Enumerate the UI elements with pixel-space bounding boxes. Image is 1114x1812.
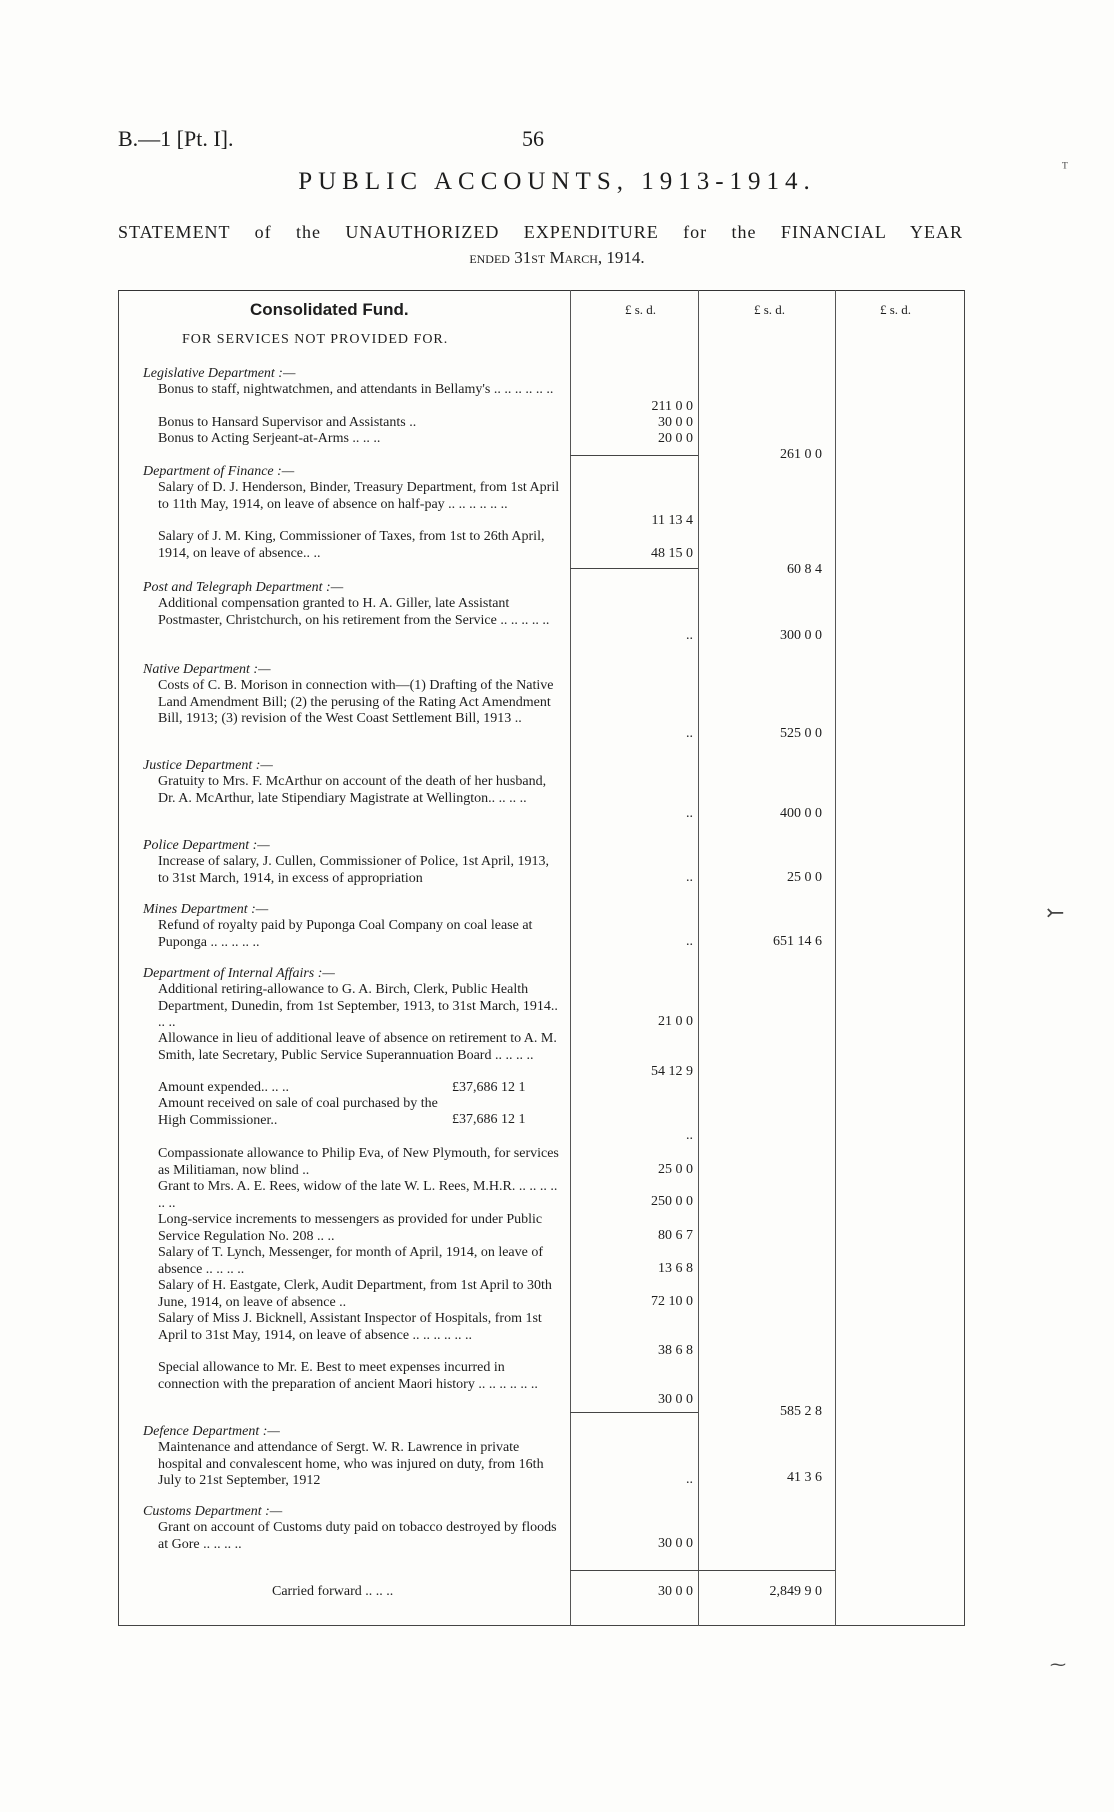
line-item: Amount expended.. .. .. <box>158 1080 290 1095</box>
empty-amount: .. <box>686 628 693 643</box>
margin-mark: ⤚ <box>1046 900 1065 925</box>
line-item: Salary of T. Lynch, Messenger, for month of April, 1914, on leave of absence .. .. .. .. <box>158 1245 544 1277</box>
line-item: Bonus to staff, nightwatchmen, and attendants in Bellamy's .. .. .. .. .. .. <box>158 382 554 397</box>
amount: 11 13 4 <box>651 513 693 528</box>
subtotal-rule <box>570 455 698 456</box>
empty-amount: .. <box>686 934 693 949</box>
dept-heading-native: Native Department :— <box>143 662 271 677</box>
line-item: Bonus to Acting Serjeant-at-Arms .. .. .. <box>158 431 381 446</box>
dept-heading-justice: Justice Department :— <box>143 758 273 773</box>
page-title: PUBLIC ACCOUNTS, 1913-1914. <box>298 168 816 195</box>
report-reference: B.—1 [Pt. I]. <box>118 126 234 151</box>
amount: 20 0 0 <box>658 431 693 446</box>
line-item: Long-service increments to messengers as provided for under Public Service Regulation No. 208 .. .. <box>158 1212 543 1244</box>
amount: 72 10 0 <box>651 1294 693 1309</box>
dept-heading-finance: Department of Finance :— <box>143 464 295 479</box>
line-item: Amount received on sale of coal purchased by the High Commissioner.. <box>158 1096 438 1128</box>
dept-total: 651 14 6 <box>773 934 822 949</box>
carried-forward-label: Carried forward .. .. .. <box>272 1584 394 1599</box>
empty-amount: .. <box>686 806 693 821</box>
line-item: Compassionate allowance to Philip Eva, of New Plymouth, for services as Militiaman, now blind .. <box>158 1146 559 1178</box>
amount: 80 6 7 <box>658 1228 693 1243</box>
line-item: Allowance in lieu of additional leave of absence on retirement to A. M. Smith, late Secretary, Public Service Superannuation Board .. .. .. .. <box>158 1031 557 1063</box>
total-rule <box>570 1570 835 1571</box>
amount: 54 12 9 <box>651 1064 693 1079</box>
amount: 13 6 8 <box>658 1261 693 1276</box>
amount: 38 6 8 <box>658 1343 693 1358</box>
line-item: Salary of J. M. King, Commissioner of Taxes, from 1st to 26th April, 1914, on leave of absence.. .. <box>158 529 545 561</box>
column-header-1: £ s. d. <box>625 302 657 317</box>
margin-mark: ⁓ <box>1050 1657 1066 1674</box>
amount: 30 0 0 <box>658 1392 693 1407</box>
carried-forward-col1: 30 0 0 <box>658 1584 693 1599</box>
margin-mark: ᵀ <box>1062 160 1068 177</box>
dept-heading-internal-affairs: Department of Internal Affairs :— <box>143 966 335 981</box>
empty-amount: .. <box>686 1472 693 1487</box>
line-item: Grant to Mrs. A. E. Rees, widow of the late W. L. Rees, M.H.R. .. .. .. .. .. .. <box>158 1179 558 1211</box>
dept-total: 41 3 6 <box>787 1470 822 1485</box>
line-item: Special allowance to Mr. E. Best to meet expenses incurred in connection with the preparation of ancient Maori history .. .. .. .. .. .. <box>158 1360 538 1392</box>
dept-total: 25 0 0 <box>787 870 822 885</box>
amount-expended: £37,686 12 1 <box>452 1080 526 1095</box>
amount: 250 0 0 <box>651 1194 693 1209</box>
line-item: Grant on account of Customs duty paid on tobacco destroyed by floods at Gore .. .. .. .. <box>158 1520 557 1552</box>
dept-total: 400 0 0 <box>780 806 822 821</box>
amount: 21 0 0 <box>658 1014 693 1029</box>
line-item: Salary of H. Eastgate, Clerk, Audit Department, from 1st April to 30th June, 1914, on leave of absence .. <box>158 1278 552 1310</box>
dept-heading-customs: Customs Department :— <box>143 1504 283 1519</box>
section-subtitle: FOR SERVICES NOT PROVIDED FOR. <box>182 332 449 347</box>
dept-total: 60 8 4 <box>787 562 822 577</box>
dept-total: 300 0 0 <box>780 628 822 643</box>
amount: 25 0 0 <box>658 1162 693 1177</box>
subtotal-rule <box>570 568 698 569</box>
column-rule <box>570 290 571 1626</box>
column-header-2: £ s. d. <box>754 302 786 317</box>
dept-heading-police: Police Department :— <box>143 838 270 853</box>
carried-forward-col2: 2,849 9 0 <box>769 1584 822 1599</box>
column-header-3: £ s. d. <box>880 302 912 317</box>
empty-amount: .. <box>686 726 693 741</box>
line-item: Additional compensation granted to H. A. Giller, late Assistant Postmaster, Christchurch, on his retirement from the Service .. .. .. .. .. <box>158 596 550 628</box>
amount: 48 15 0 <box>651 546 693 561</box>
line-item: Additional retiring-allowance to G. A. Birch, Clerk, Public Health Department, Dunedin, from 1st September, 1913, to 31st March, 1914.. .. .. <box>158 982 558 1030</box>
column-rule <box>698 290 699 1626</box>
line-item: Costs of C. B. Morison in connection with—(1) Drafting of the Native Land Amendment Bill; (2) the perusing of the Rating Act Amendment Bill, 1913; (3) revision of the West Coast Settlement Bill, 1913 .. <box>158 678 554 726</box>
amount: 211 0 0 <box>651 399 693 414</box>
dept-total: 261 0 0 <box>780 447 822 462</box>
statement-period: ended 31st March, 1914. <box>469 248 645 267</box>
dept-heading-post: Post and Telegraph Department :— <box>143 580 344 595</box>
dept-heading-defence: Defence Department :— <box>143 1424 280 1439</box>
dept-total: 585 2 8 <box>780 1404 822 1419</box>
line-item: Refund of royalty paid by Puponga Coal Company on coal lease at Puponga .. .. .. .. .. <box>158 918 533 950</box>
column-rule <box>835 290 836 1626</box>
line-item: Increase of salary, J. Cullen, Commissioner of Police, 1st April, 1913, to 31st March, 1914, in excess of appropriation <box>158 854 550 886</box>
amount-received: £37,686 12 1 <box>452 1112 526 1127</box>
subtotal-rule <box>570 1412 698 1413</box>
line-item: Bonus to Hansard Supervisor and Assistants .. <box>158 415 417 430</box>
line-item: Maintenance and attendance of Sergt. W. R. Lawrence in private hospital and convalescent home, who was injured on duty, from 16th July to 21st September, 1912 <box>158 1440 544 1488</box>
line-item: Gratuity to Mrs. F. McArthur on account of the death of her husband, Dr. A. McArthur, late Stipendiary Magistrate at Wellington.. .. .. .. <box>158 774 547 806</box>
dept-total: 525 0 0 <box>780 726 822 741</box>
empty-amount: .. <box>686 870 693 885</box>
line-item: Salary of Miss J. Bicknell, Assistant Inspector of Hospitals, from 1st April to 31st May, 1914, on leave of absence .. .. .. .. .. .. <box>158 1311 542 1343</box>
page-number: 56 <box>522 126 544 151</box>
line-item: Salary of D. J. Henderson, Binder, Treasury Department, from 1st April to 11th May, 1914, on leave of absence on half-pay .. .. .. .. .. .. <box>158 480 560 512</box>
amount: 30 0 0 <box>658 415 693 430</box>
dept-heading-legislative: Legislative Department :— <box>143 366 296 381</box>
amount: 30 0 0 <box>658 1536 693 1551</box>
empty-amount: .. <box>686 1128 693 1143</box>
dept-heading-mines: Mines Department :— <box>143 902 269 917</box>
fund-title: Consolidated Fund. <box>250 300 409 319</box>
statement-heading: STATEMENT of the UNAUTHORIZED EXPENDITURE for the FINANCIAL YEAR <box>118 222 963 242</box>
